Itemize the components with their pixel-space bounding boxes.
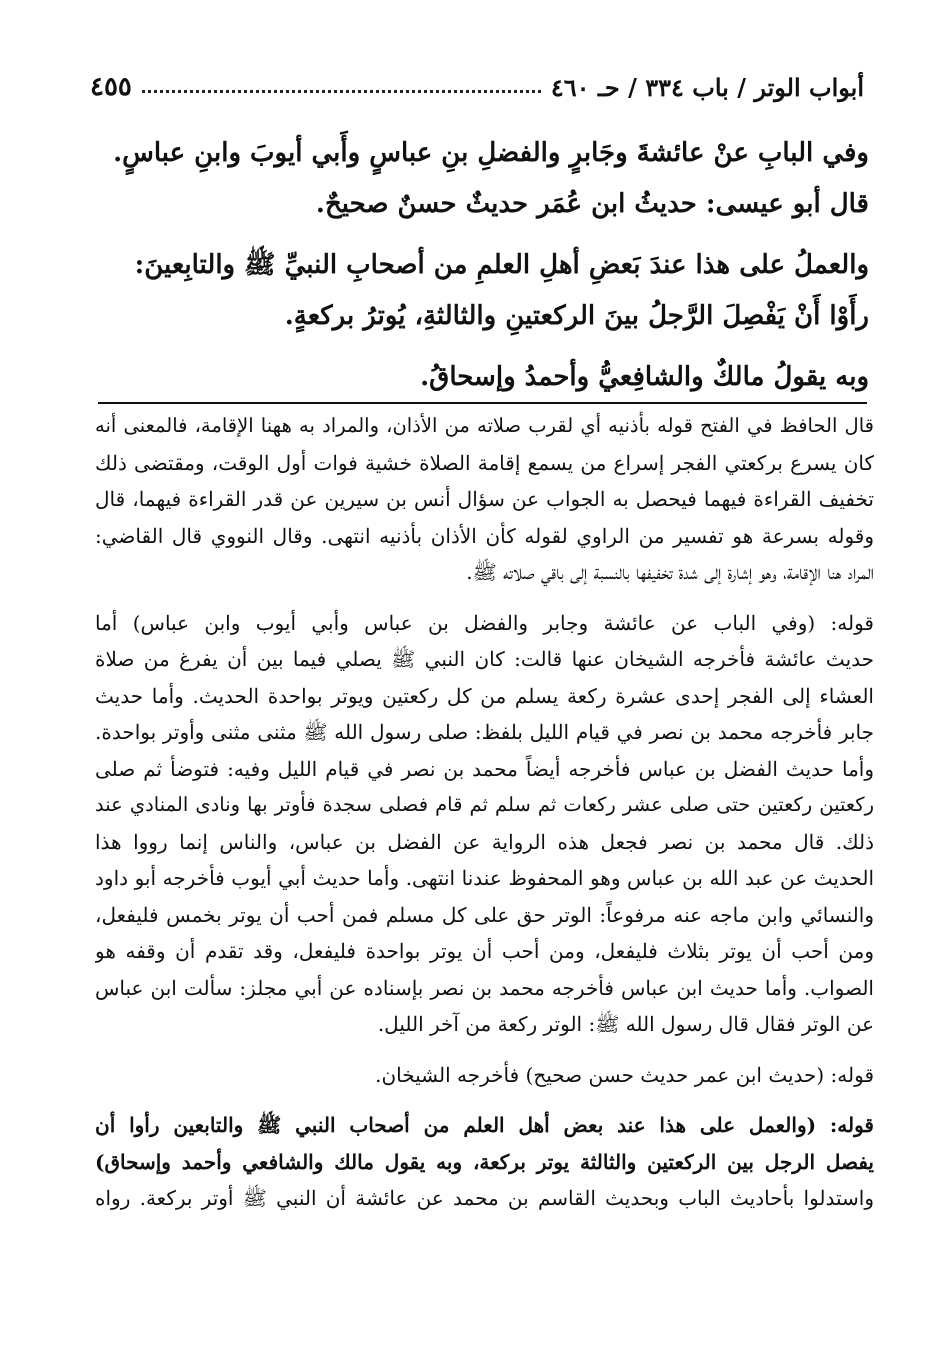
commentary-paragraph <box>95 408 874 591</box>
commentary-line: ومن أحب أن يوتر بثلاث فليفعل، ومن أحب أن يوتر بواحدة فليفعل، وقد تقدم أن وقفه هو <box>95 939 874 963</box>
commentary-line: قوله: (وفي الباب عن عائشة وجابر والفضل بن عباس وأبي أيوب وابن عباس) أما <box>95 610 874 635</box>
commentary-line: الحديث عن عبد الله بن عباس وهو المحفوظ عندنا انتهى. وأما حديث أبي أيوب فأخرجه أبو داود <box>95 866 874 890</box>
commentary-line: قوله: (والعمل على هذا عند بعض أهل العلم من أصحاب النبي ﷺ والتابعين رأوا أن <box>95 1113 874 1137</box>
commentary-line: كان يسرع بركعتي الفجر إسراع من يسمع إقامة الصلاة خشية فوات أول الوقت، ومقتضى ذلك <box>95 450 874 475</box>
commentary-line: والنسائي وابن ماجه عنه مرفوعاً: الوتر حق على كل مسلم فمن أحب أن يوتر بخمس فليفعل، <box>95 902 874 927</box>
footnote-separator <box>98 402 867 404</box>
running-title: أبواب الوتر / باب ٣٣٤ / حـ ٤٦٠ <box>550 73 864 102</box>
commentary-line: الصواب. وأما حديث ابن عباس فأخرجه محمد بن نصر بإسناده عن أبي مجلز: سألت ابن عباس <box>95 975 874 1000</box>
matn-line: وبه يقولُ مالكٌ والشافِعيُّ وأحمدُ وإسحاقُ. <box>420 362 869 392</box>
header-dot-leader <box>142 90 541 93</box>
commentary-line: ذلك. قال محمد بن نصر فجعل هذه الرواية عن الفضل بن عباس، والناس إنما رووا هذا <box>95 829 874 854</box>
matn-line: وفي البابِ عنْ عائشةَ وجَابرٍ والفضلِ بنِ عباسٍ وأَبي أيوبَ وابنِ عباسٍ. <box>113 138 869 168</box>
commentary-line: وأما حديث الفضل بن عباس فأخرجه أيضاً محمد بن نصر في قيام الليل وفيه: فتوضأ ثم صلى <box>95 756 874 781</box>
commentary-paragraph <box>95 1057 874 1094</box>
commentary-line: حديث عائشة فأخرجه الشيخان عنها قالت: كان النبي ﷺ يصلي فيما بين أن يفرغ من صلاة <box>95 647 874 671</box>
matn-line: قال أبو عيسى: حديثُ ابن عُمَر حديثٌ حسنٌ صحيحٌ. <box>315 189 869 219</box>
page-number: ٤٥٥ <box>90 72 132 102</box>
commentary-line: يفصل الرجل بين الركعتين والثالثة يوتر بركعة، وبه يقول مالك والشافعي وأحمد وإسحاق) <box>95 1149 874 1174</box>
commentary-line: وقوله بسرعة هو تفسير من الراوي لقوله كأن الأذان بأذنيه انتهى. وقال النووي قال القاضي: <box>95 523 874 548</box>
commentary-line: ركعتين ركعتين حتى صلى عشر ركعات ثم سلم ثم قام فصلى سجدة فأوتر بها ونادى المنادي عند <box>95 793 874 816</box>
commentary-line: قوله: (حديث ابن عمر حديث حسن صحيح) فأخرجه الشيخان. <box>375 1062 874 1087</box>
commentary-line: واستدلوا بأحاديث الباب وبحديث القاسم بن محمد عن عائشة أن النبي ﷺ أوتر بركعة. رواه <box>95 1186 874 1210</box>
commentary-paragraph <box>95 1107 874 1217</box>
page-header <box>90 58 864 102</box>
matn-line: والعملُ على هذا عندَ بَعضِ أهلِ العلمِ من أصحابِ النبيِّ ﷺ والتابِعينَ: <box>134 250 869 280</box>
commentary-line: قال الحافظ في الفتح قوله بأذنيه أي لقرب صلاته من الأذان، والمراد به ههنا الإقامة، فالمعنى أنه <box>95 414 874 437</box>
hadith-text <box>95 128 869 403</box>
matn-line: رأَوْا أَنْ يَفْصِلَ الرَّجلُ بينَ الركعتينِ والثالثةِ، يُوترُ بركعةٍ. <box>284 301 869 331</box>
commentary <box>95 408 874 1217</box>
commentary-line: جابر فأخرجه محمد بن نصر في قيام الليل بلفظ: صلى رسول الله ﷺ مثنى مثنى وأوتر بواحدة. <box>95 720 874 744</box>
commentary-paragraph <box>95 605 874 1043</box>
commentary-line: تخفيف القراءة فيهما فيحصل به الجواب عن سؤال أنس بن سيرين عن قدر القراءة فيهما، قال <box>95 487 874 511</box>
commentary-line: عن الوتر فقال قال رسول الله ﷺ: الوتر ركعة من آخر الليل. <box>377 1012 874 1036</box>
commentary-line: العشاء إلى الفجر إحدى عشرة ركعة يسلم من كل ركعتين ويوتر بواحدة الحديث. وأما حديث <box>95 683 874 708</box>
commentary-line: المراد هنا الإقامة، وهو إشارة إلى شدة تخفيفها بالنسبة إلى باقي صلاته ﷺ. <box>466 560 874 584</box>
